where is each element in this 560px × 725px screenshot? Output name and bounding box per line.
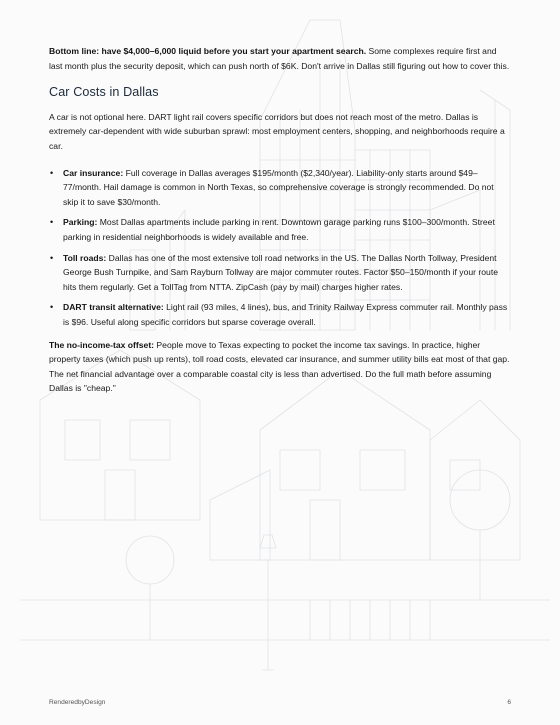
footer-brand: RenderedbyDesign: [49, 699, 106, 706]
list-item-label: Toll roads:: [63, 252, 107, 263]
list-item-label: DART transit alternative:: [63, 302, 164, 313]
page-number: 6: [507, 699, 511, 706]
list-item-label: Parking:: [63, 217, 98, 228]
list-item-label: Car insurance:: [63, 167, 124, 178]
list-item-text: Dallas has one of the most extensive toll road networks in the US. The Dallas North Tollway, President George Bush Turnpike, and Sam Rayburn Tollway are major commuter routes. Factor $50–150/month if your route hits them regularly. Get a TollTag from NTTA. ZipCash (pay by mail) charges higher rates.: [63, 252, 498, 292]
section-heading: Car Costs in Dallas: [49, 85, 159, 100]
section-paragraph: A car is not optional here. DART light rail covers specific corridors but does not reach most of the metro. Dallas is extremely car-dependent with wide suburban sprawl: most employment centers, shopping, and neighborhoods require a car.: [49, 111, 505, 151]
list-item-text: Full coverage in Dallas averages $195/month ($2,340/year). Liability-only starts around $49–77/month. Hail damage is common in North Texas, so comprehensive coverage is strongly recommended. Do not skip it to save $30/month.: [63, 167, 494, 207]
closing-text: People move to Texas expecting to pocket the income tax savings. In practice, higher property taxes (which push up rents), toll road costs, elevated car insurance, and summer utility bills eat most of that gap. The net financial advantage over a comparable coastal city is less than advertised. Do the full math before assuming Dallas is "cheap.": [49, 339, 510, 394]
page-footer: [49, 699, 511, 706]
list-item-text: Most Dallas apartments include parking in rent. Downtown garage parking runs $100–300/month. Street parking in residential neighborhoods is widely available and free.: [63, 217, 495, 242]
list-item-parking: [59, 215, 511, 244]
list-item-dart-transit: [59, 300, 511, 329]
article-body: [49, 44, 511, 408]
closing-paragraph: [49, 338, 511, 396]
intro-lead: Bottom line: have $4,000–6,000 liquid before you start your apartment search.: [49, 46, 367, 56]
intro-paragraph: [49, 44, 511, 73]
list-item-toll-roads: [59, 251, 511, 295]
closing-lead: The no-income-tax offset:: [49, 339, 155, 350]
intro-text: Some complexes require first and last month plus the security deposit, which can push north of $6K. Don't arrive in Dallas still figuring out how to cover this.: [49, 46, 510, 71]
list-item-text: Light rail (93 miles, 4 lines), bus, and Trinity Railway Express commuter rail. Monthly pass is $96. Useful along specific corridors but sparse coverage overall.: [63, 302, 508, 327]
cost-list: [49, 166, 511, 330]
list-item-car-insurance: [59, 166, 511, 210]
